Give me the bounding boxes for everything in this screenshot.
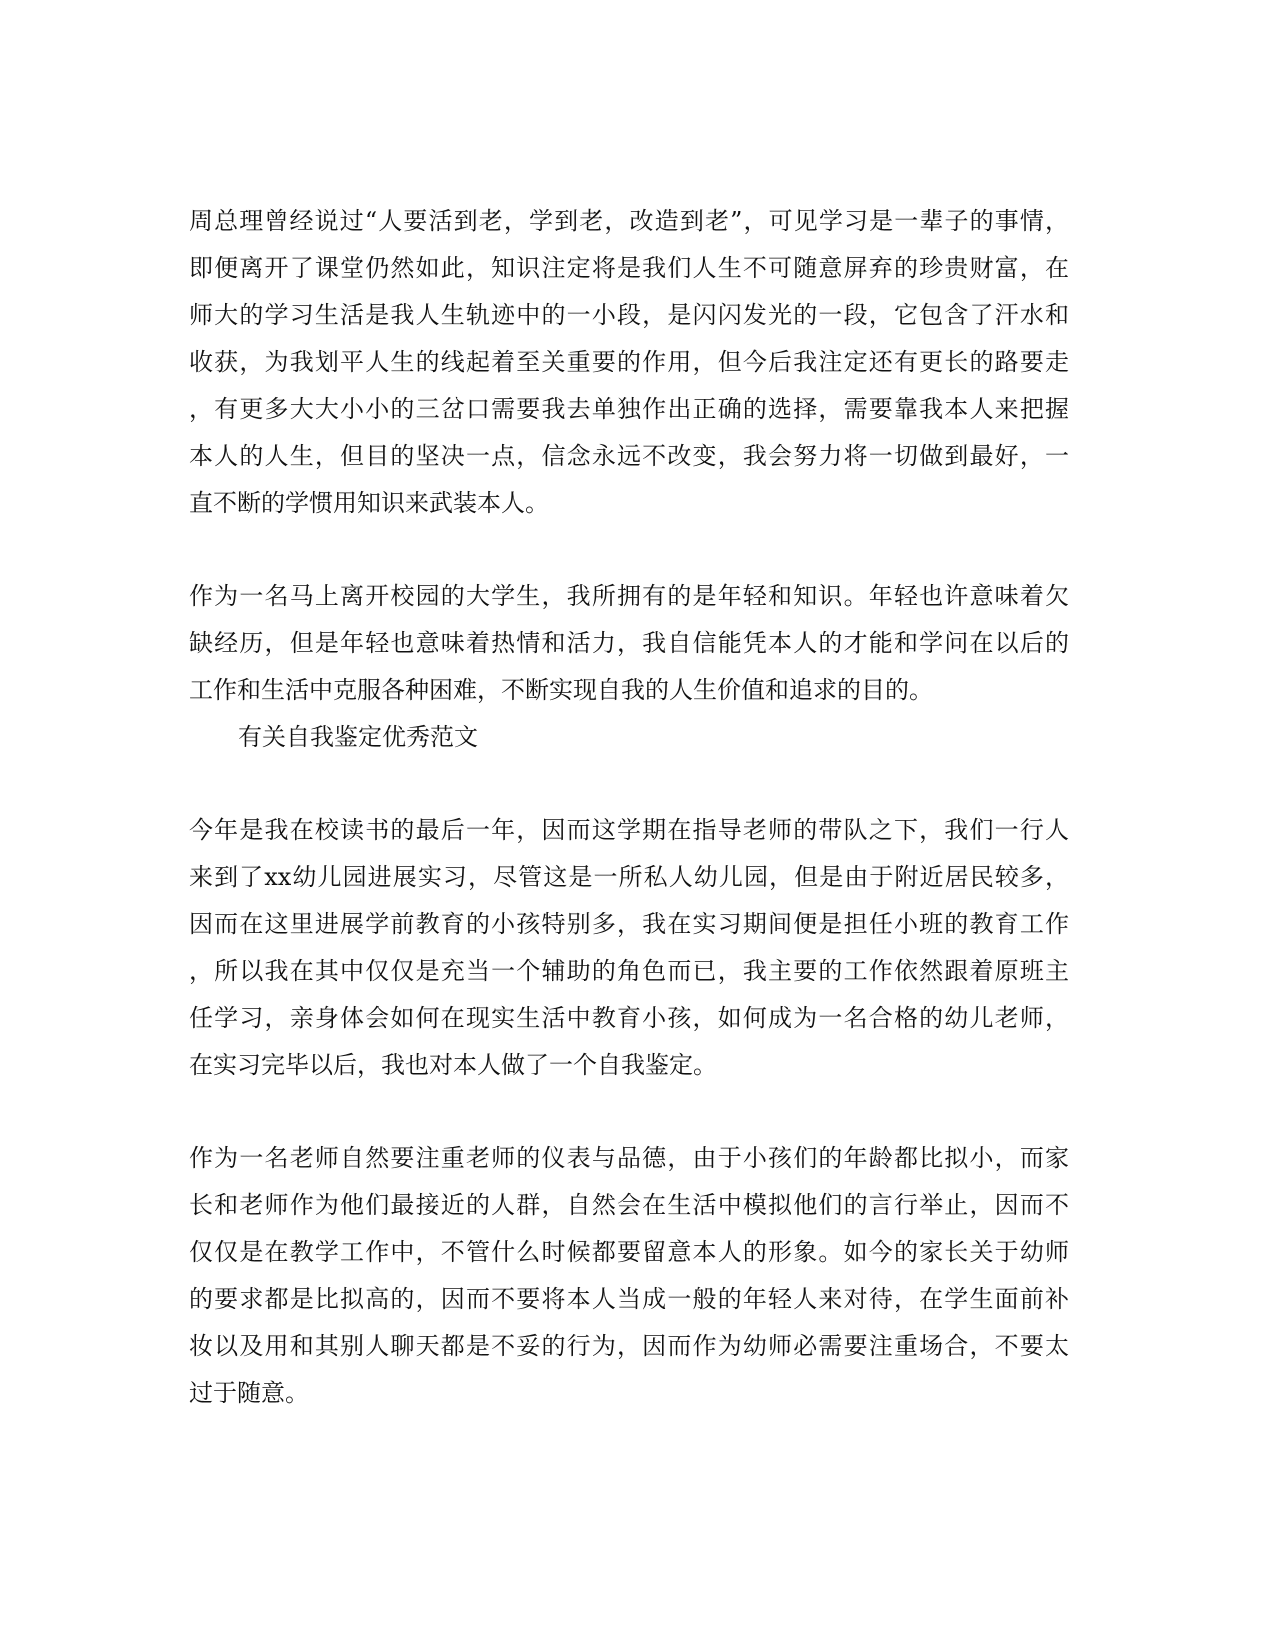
paragraph-2-line-2: 缺经历，但是年轻也意味着热情和活力，我自信能凭本人的才能和学问在以后的 [189,629,1069,657]
paragraph-4-line-3: 仅仅是在教学工作中，不管什么时候都要留意本人的形象。如今的家长关于幼师 [189,1238,1069,1266]
paragraph-3-line-1: 今年是我在校读书的最后一年，因而这学期在指导老师的带队之下，我们一行人 [189,816,1069,844]
paragraph-1-line-1: 周总理曾经说过“人要活到老，学到老，改造到老”，可见学习是一辈子的事情， [189,207,1069,235]
paragraph-3-line-6: 在实习完毕以后，我也对本人做了一个自我鉴定。 [189,1051,717,1079]
paragraph-4-line-2: 长和老师作为他们最接近的人群，自然会在生活中模拟他们的言行举止，因而不 [189,1191,1069,1219]
paragraph-1-line-2: 即便离开了课堂仍然如此，知识注定将是我们人生不可随意屏弃的珍贵财富，在 [189,254,1069,282]
paragraph-4-line-4: 的要求都是比拟高的，因而不要将本人当成一般的年轻人来对待，在学生面前补 [189,1285,1069,1313]
paragraph-4-line-5: 妆以及用和其别人聊天都是不妥的行为，因而作为幼师必需要注重场合，不要太 [189,1332,1069,1360]
section-heading: 有关自我鉴定优秀范文 [238,723,478,751]
paragraph-3-line-4: ，所以我在其中仅仅是充当一个辅助的角色而已，我主要的工作依然跟着原班主 [189,957,1069,985]
paragraph-1-line-3: 师大的学习生活是我人生轨迹中的一小段，是闪闪发光的一段，它包含了汗水和 [189,301,1069,329]
paragraph-2-line-1: 作为一名马上离开校园的大学生，我所拥有的是年轻和知识。年轻也许意味着欠 [189,582,1069,610]
paragraph-3-line-2: 来到了xx幼儿园进展实习，尽管这是一所私人幼儿园，但是由于附近居民较多， [189,863,1069,891]
paragraph-3-line-3: 因而在这里进展学前教育的小孩特别多，我在实习期间便是担任小班的教育工作 [189,910,1069,938]
paragraph-4-line-6: 过于随意。 [189,1379,309,1407]
paragraph-3-line-5: 任学习，亲身体会如何在现实生活中教育小孩，如何成为一名合格的幼儿老师， [189,1004,1069,1032]
paragraph-1-line-5: ，有更多大大小小的三岔口需要我去单独作出正确的选择，需要靠我本人来把握 [189,395,1069,423]
paragraph-4-line-1: 作为一名老师自然要注重老师的仪表与品德，由于小孩们的年龄都比拟小，而家 [189,1144,1069,1172]
paragraph-1-line-6: 本人的人生，但目的坚决一点，信念永远不改变，我会努力将一切做到最好，一 [189,442,1069,470]
paragraph-1-line-7: 直不断的学惯用知识来武装本人。 [189,489,549,517]
paragraph-1-line-4: 收获，为我划平人生的线起着至关重要的作用，但今后我注定还有更长的路要走 [189,348,1069,376]
paragraph-2-line-3: 工作和生活中克服各种困难，不断实现自我的人生价值和追求的目的。 [189,676,933,704]
